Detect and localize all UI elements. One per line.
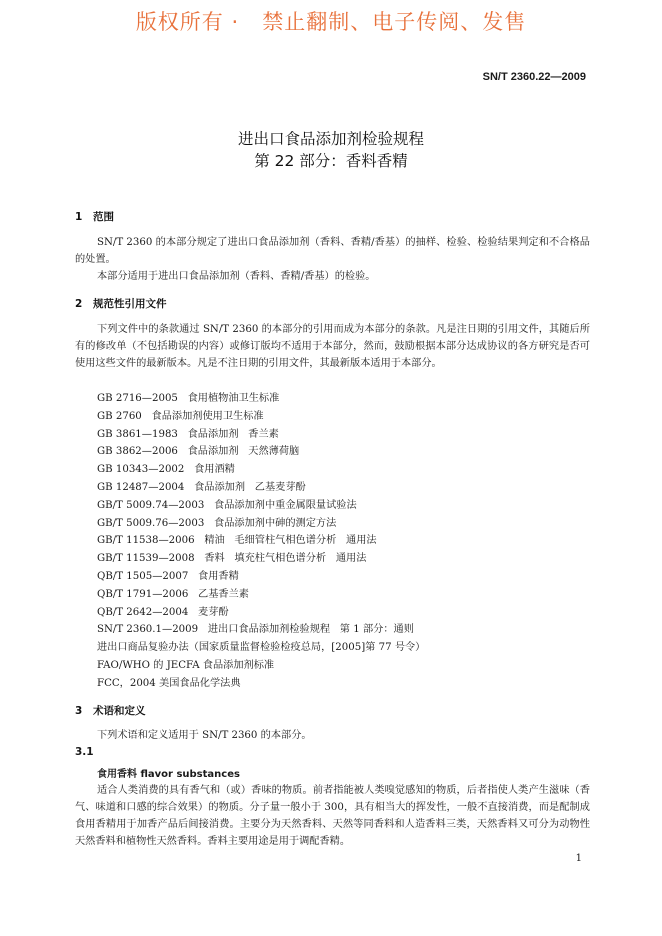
reference-item: QB/T 2642—2004 麦芽酚: [97, 606, 229, 618]
term-name: 食用香料 flavor substances: [97, 769, 240, 780]
reference-item: GB/T 5009.76—2003 食品添加剂中砷的测定方法: [97, 517, 337, 529]
copyright-watermark: 版权所有 · 禁止翻制、电子传阅、发售: [135, 10, 527, 34]
section-heading-scope: [75, 209, 114, 224]
term-number: 3.1: [75, 746, 94, 758]
title-line-2: 第 22 部分：香料香精: [254, 152, 408, 170]
reference-item: GB 2760 食品添加剂使用卫生标准: [97, 410, 264, 422]
section-number: 1: [75, 211, 83, 223]
document-title: [0, 128, 662, 172]
term-definition: 适合人类消费的具有香气和（或）香味的物质。前者指能被人类嗅觉感知的物质，后者指使人类产生滋味（香气、味道和口感的综合效果）的物质。分子量一般小于 300，具有相当大的挥发性，一般不直接消费，而是配制成食用香精用于加香产品后间接消费。主要分为天然香料、天然等同香料和人造香料三类，天然香料又可分为动物性天然香料和植物性天然香料。香料主要用途是用于调配香精。: [75, 785, 590, 847]
reference-item: GB 3861—1983 食品添加剂 香兰素: [97, 428, 279, 440]
reference-item: FAO/WHO 的 JECFA 食品添加剂标准: [97, 659, 275, 671]
standard-code: SN/T 2360.22—2009: [482, 71, 586, 83]
title-line-1: 进出口食品添加剂检验规程: [237, 130, 424, 148]
section-number: 3: [75, 705, 83, 717]
section-heading-terms: [75, 703, 146, 718]
section-title: 范围: [93, 211, 114, 223]
reference-item: GB/T 5009.74—2003 食品添加剂中重金属限量试验法: [97, 499, 357, 511]
reference-item: SN/T 2360.1—2009 进出口食品添加剂检验规程 第 1 部分：通则: [97, 624, 414, 636]
reference-item: GB/T 11538—2006 精油 毛细管柱气相色谱分析 通用法: [97, 535, 377, 547]
scope-paragraph-1: SN/T 2360 的本部分规定了进出口食品添加剂（香料、香精/香基）的抽样、检验、检验结果判定和不合格品的处置。: [75, 237, 590, 265]
reference-item: GB 3862—2006 食品添加剂 天然薄荷脑: [97, 446, 300, 458]
reference-item: QB/T 1505—2007 食用香精: [97, 570, 239, 582]
reference-item: GB/T 11539—2008 香料 填充柱气相色谱分析 通用法: [97, 553, 367, 565]
reference-item: GB 10343—2002 食用酒精: [97, 464, 235, 476]
page-number: 1: [575, 853, 582, 864]
terms-intro-paragraph: 下列术语和定义适用于 SN/T 2360 的本部分。: [97, 730, 312, 741]
reference-item: GB 2716—2005 食用植物油卫生标准: [97, 393, 280, 404]
section-heading-normative: [75, 296, 167, 311]
reference-item: 进出口商品复验办法（国家质量监督检验检疫总局，[2005]第 77 号令）: [97, 642, 426, 654]
section-number: 2: [75, 298, 83, 310]
normative-intro-paragraph: 下列文件中的条款通过 SN/T 2360 的本部分的引用而成为本部分的条款。凡是注日期的引用文件，其随后所有的修改单（不包括勘误的内容）或修订版均不适用于本部分，然而，鼓励根据本部分达成协议的各方研究是否可使用这些文件的最新版本。凡是不注日期的引用文件，其最新版本适用于本部分。: [75, 324, 590, 369]
reference-list: [97, 390, 577, 693]
scope-paragraph-2: 本部分适用于进出口食品添加剂（香料、香精/香基）的检验。: [97, 271, 376, 282]
reference-item: QB/T 1791—2006 乙基香兰素: [97, 588, 249, 600]
section-title: 规范性引用文件: [93, 298, 167, 310]
section-title: 术语和定义: [93, 705, 146, 717]
reference-item: GB 12487—2004 食品添加剂 乙基麦芽酚: [97, 481, 306, 493]
reference-item: FCC，2004 美国食品化学法典: [97, 677, 241, 689]
